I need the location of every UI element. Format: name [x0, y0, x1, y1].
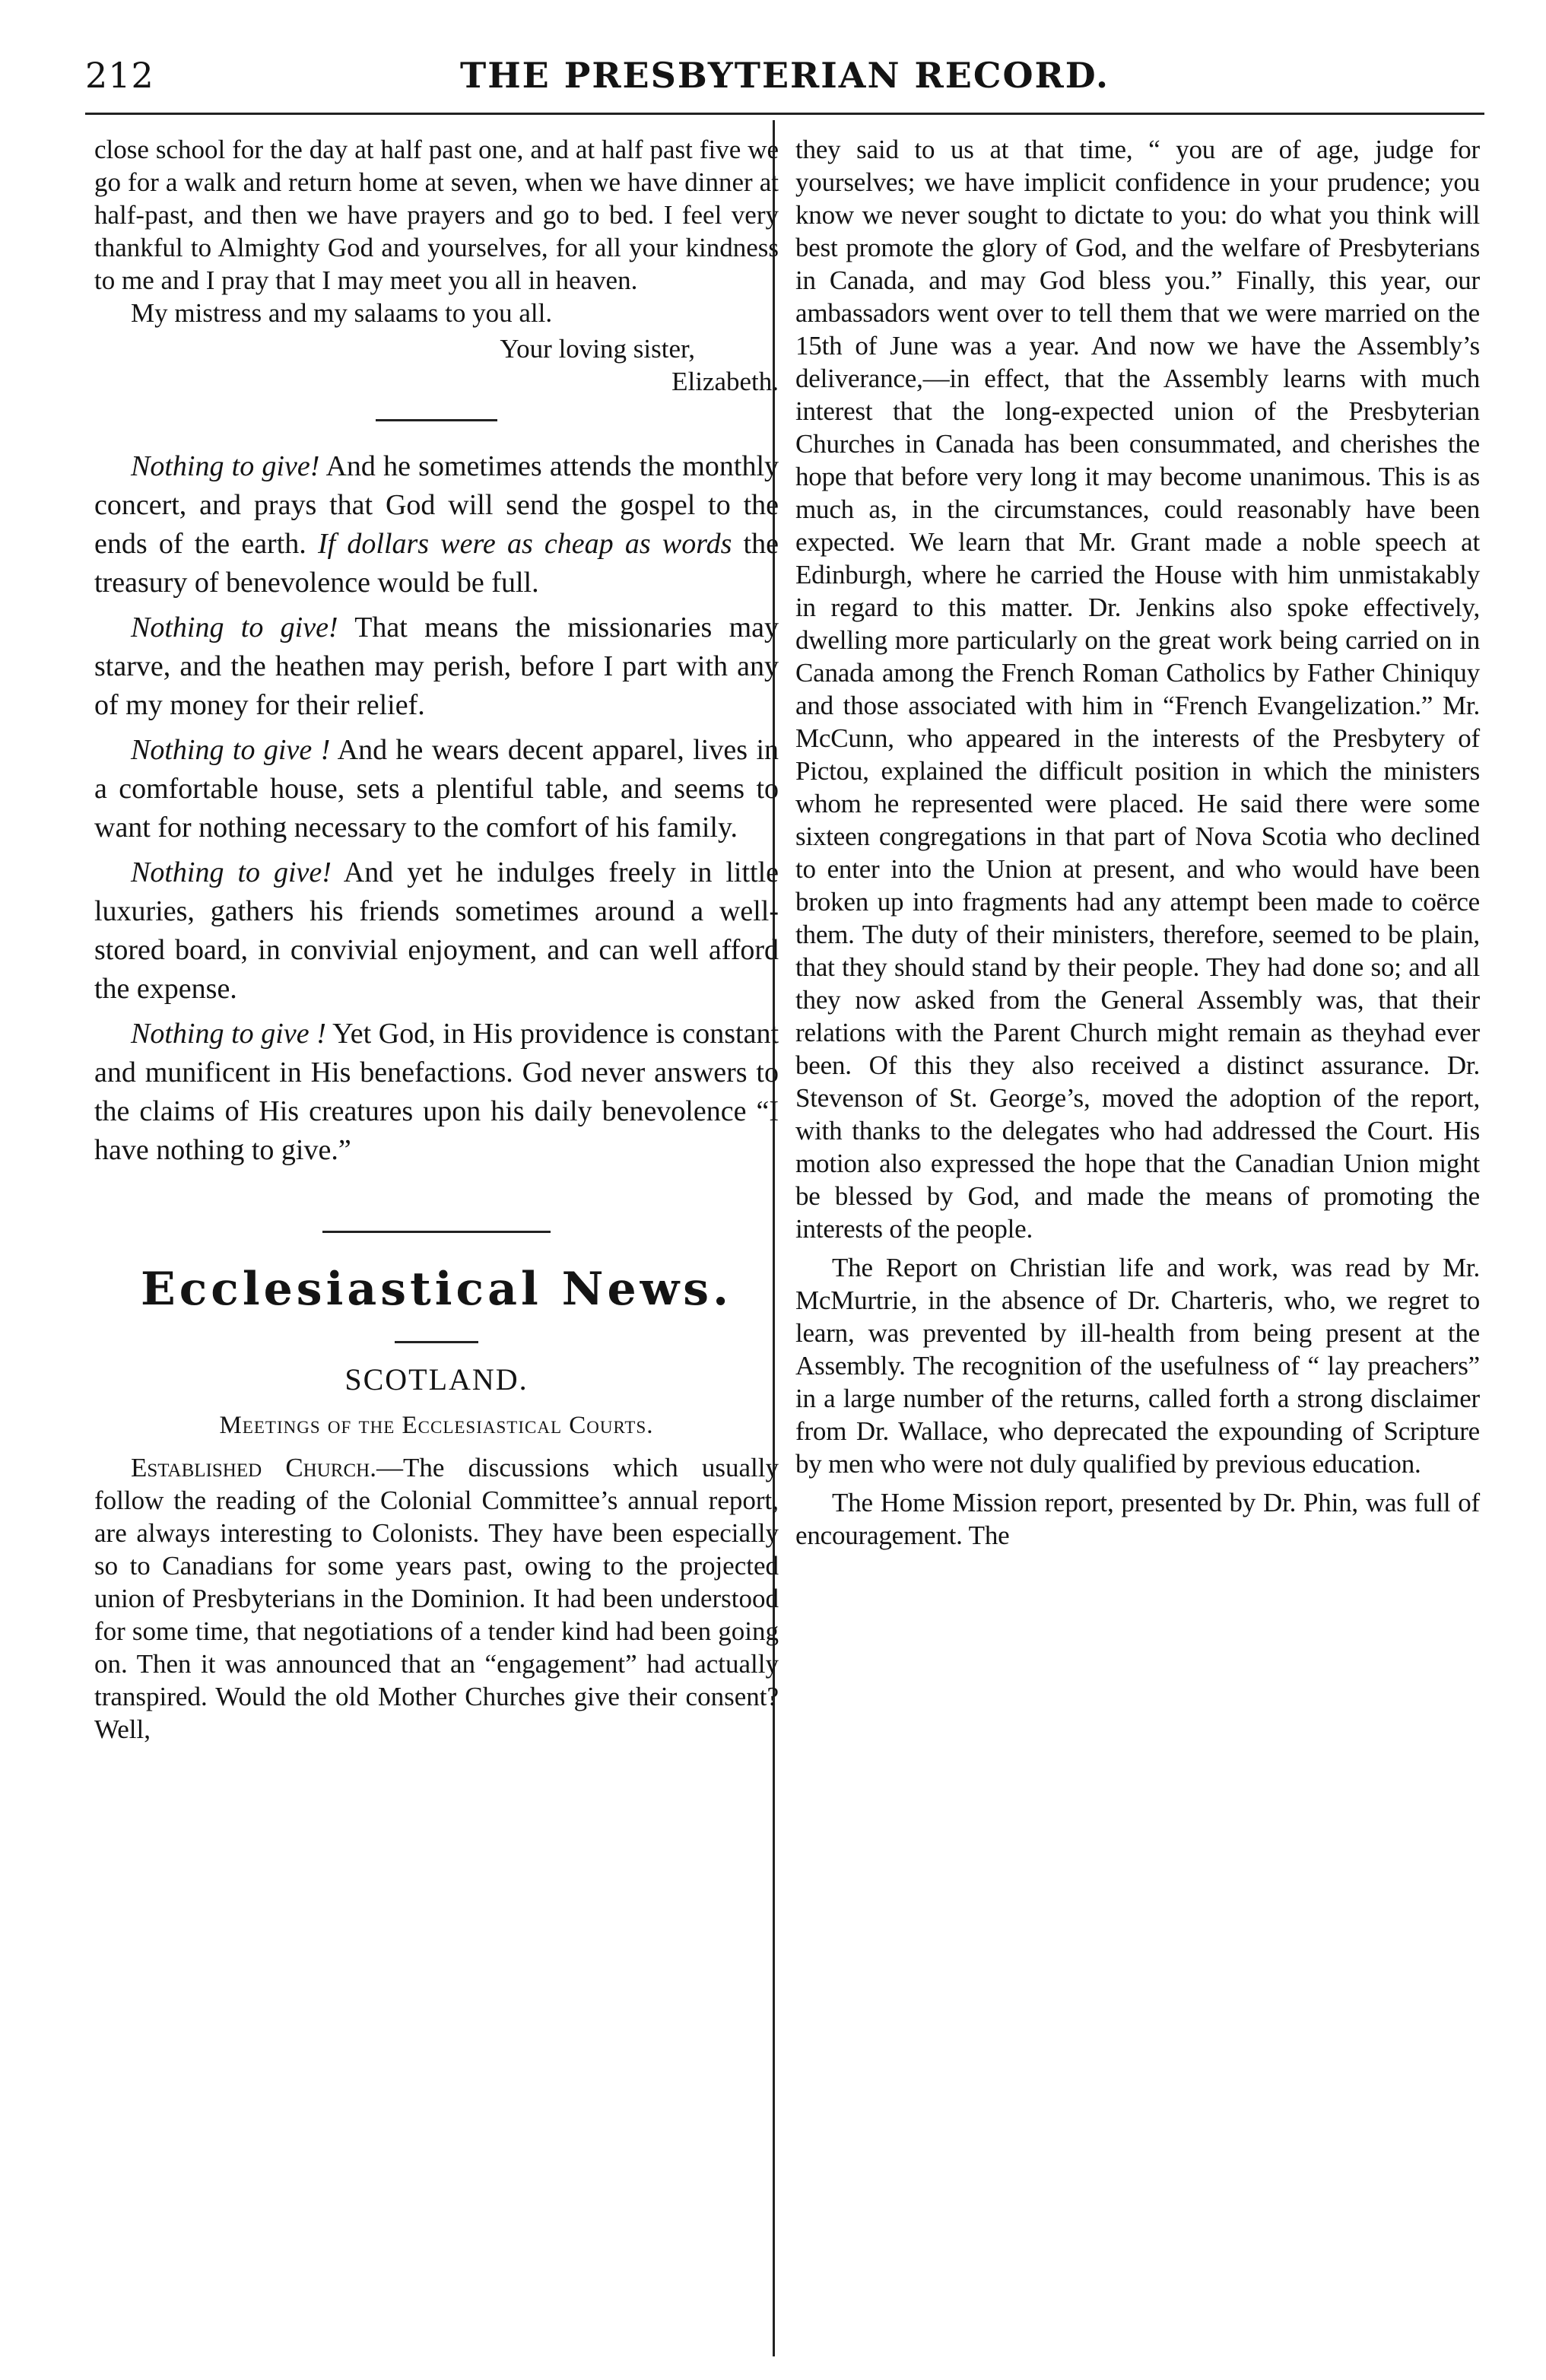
- nothing-lead: Nothing to give!: [131, 612, 338, 643]
- nothing-paragraph-5: [94, 1015, 779, 1170]
- article-paragraph-2: The Report on Christian life and work, was read by Mr. McMurtrie, in the absence of Dr. Charteris, who, we regret to learn, was prevented by ill-health from being present at the Assembly. The recognition of the usefulness of “ lay preachers” in a large number of the returns, called forth a strong disclaimer from Dr. Wallace, who deprecated the expounding of Scripture by men who were not duly qualified by previous education.: [795, 1253, 1480, 1479]
- nothing-lead: Nothing to give!: [131, 450, 320, 482]
- nothing-lead: Nothing to give !: [131, 734, 331, 766]
- paragraph-text: —The discussions which usually follow the reading of the Colonial Committee’s annual report, are always interesting to Colonists. They have been especially so to Canadians for some years past, owing to the projected union of Presbyterians in the Dominion. It had been understood for some time, that negotiations of a tender kind had been going on. Then it was announced that an “engagement” had actually transpired. Would the old Mother Churches give their consent? Well,: [94, 1453, 779, 1744]
- paragraph-text: That means the missionaries may starve, and the heathen may perish, before I part with any of my money for their relief.: [94, 612, 779, 721]
- article-paragraph-1: they said to us at that time, “ you are of age, judge for yourselves; we have implicit confidence in your prudence; you know we never sought to dictate to you: do what you think will best promote the glory of God, and the welfare of Presbyterians in Canada, and may God bless you.” Finally, this year, our ambassadors went over to tell them that we were married on the 15th of June was a year. And now we have the Assembly’s deliverance,—in effect, that the Assembly learns with much interest that the long-expected union of the Presbyterian Churches in Canada has been consummated, and cherishes the hope that before very long it may become unanimous. This is as much as, in the circumstances, could reasonably have been expected. We learn that Mr. Grant made a noble speech at Edinburgh, where he carried the House with him unmistakably in regard to this matter. Dr. Jenkins also spoke effectively, dwelling more particularly on the great work being carried on in Canada among the French Roman Catholics by Father Chiniquy and those associated with him in “French Evangelization.” Mr. McCunn, who appeared in the interests of the Presbytery of Pictou, explained the difficult position in which the ministers whom he represented were placed. He said there were some sixteen congregations in that part of Nova Scotia who declined to enter into the Union at present, and who would have been broken up into fragments had any attempt been made to coërce them. The duty of their ministers, therefore, seemed to be plain, that they should stand by their people. They had done so; and all they now asked from the General Assembly was, that their relations with the Parent Church might remain as theyhad ever been. Of this they also received a distinct assurance. Dr. Stevenson of St. George’s, moved the adoption of the report, with thanks to the delegates who had addressed the Court. His motion also expressed the hope that the Canadian Union might be blessed by God, and made the means of promoting the interests of the people.: [795, 135, 1480, 1244]
- region-heading: SCOTLAND.: [344, 1362, 529, 1397]
- letter-body: close school for the day at half past one, and at half past five we go for a walk and return home at seven, when we have dinner at half-past, and then we have prayers and go to bed. I feel very thankful to Almighty God and yourselves, for all your kindness to me and I pray that I may meet you all in heaven.: [94, 135, 779, 295]
- nothing-lead: Nothing to give !: [131, 1018, 326, 1050]
- letter-salaams: My mistress and my salaams to you all.: [131, 298, 553, 328]
- letter-closing: Your loving sister,: [500, 334, 695, 364]
- nothing-paragraph-4: [94, 853, 779, 1009]
- paragraph-text: And he sometimes attends the monthly concert, and prays that God will send the gospel to the ends of the earth.: [94, 450, 779, 560]
- section-heading: Ecclesiastical News.: [141, 1263, 732, 1316]
- paragraph-lead: Established Church.: [131, 1453, 376, 1482]
- italic-phrase: If dollars were as cheap as words: [317, 528, 732, 560]
- article-paragraph-3: The Home Mission report, presented by Dr. Phin, was full of encouragement. The: [795, 1488, 1480, 1550]
- paragraph-text: And yet he indulges freely in little luxuries, gathers his friends sometimes around a well-stored board, in convivial enjoyment, and can well afford the expense.: [94, 856, 779, 1005]
- page-header: [85, 38, 1484, 99]
- paragraph-text: And he wears decent apparel, lives in a comfortable house, sets a plentiful table, and seems to want for nothing necessary to the comfort of his family.: [94, 734, 779, 844]
- header-rule: [85, 113, 1484, 115]
- journal-title: THE PRESBYTERIAN RECORD.: [459, 55, 1110, 96]
- left-column: [94, 133, 779, 1746]
- established-church-paragraph: [94, 1451, 779, 1746]
- paragraph-text: the treasury of benevolence would be full.: [94, 528, 779, 599]
- subheading: Meetings of the Ecclesiastical Courts.: [219, 1412, 654, 1439]
- nothing-lead: Nothing to give!: [131, 856, 332, 888]
- page-number: 212: [85, 55, 154, 96]
- section-rule: [322, 1231, 551, 1233]
- separator-rule: [376, 419, 497, 421]
- right-column: [795, 133, 1480, 1552]
- nothing-to-give-section: [94, 447, 779, 1170]
- nothing-paragraph-2: [94, 609, 779, 725]
- nothing-paragraph-3: [94, 731, 779, 847]
- letter-signature: Elizabeth.: [671, 367, 779, 396]
- nothing-paragraph-1: [94, 447, 779, 602]
- heading-rule: [395, 1341, 478, 1343]
- paragraph-text: Yet God, in His providence is constant and munificent in His benefactions. God never answers to the claims of His creatures upon his daily benevolence “I have nothing to give.”: [94, 1018, 779, 1166]
